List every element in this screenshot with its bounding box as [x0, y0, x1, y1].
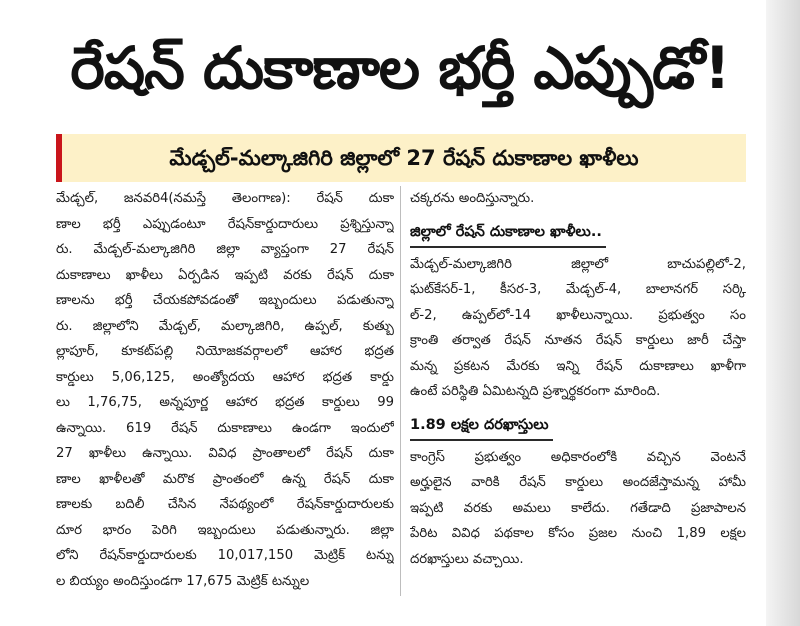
body-line: ఉన్నాయి. 619 రేషన్‌ దుకాణాలు ఉండగా ఇందులో: [56, 420, 394, 436]
body-line: ఘట్‌కేసర్‌-1, కీసర-3, మేడ్చల్‌-4, బాలానగర్‌ సర్కి: [410, 282, 746, 297]
body-line: దుకాణాలు ఖాళీలు ఏర్పడిన ఇప్పటి వరకు రేషన్‌ దుకా: [56, 267, 394, 283]
body-line: ఇప్పటి వరకు అమలు కాలేదు. గతేడాది ప్రజాపాలన: [410, 500, 746, 516]
body-line: ల బియ్యం అందిస్తుండగా 17,675 మెట్రిక్‌ టన్నుల: [56, 573, 310, 589]
body-line: ణాలకు బదిలీ చేసిన నేపథ్యంలో రేషన్‌కార్డుదారులకు: [56, 497, 394, 512]
section-heading-applications: 1.89 లక్షల దరఖాస్తులు: [410, 411, 553, 441]
article-subheadline: మేడ్చల్‌-మల్కాజిగిరి జిల్లాలో 27 రేషన్‌ దుకాణాల ఖాళీలు: [169, 146, 639, 170]
body-line: ఉంటే పరిస్థితి ఏమిటన్నది ప్రశ్నార్థకరంగా మారింది.: [410, 384, 661, 399]
body-line: 27 ఖాళీలు ఉన్నాయి. వివిధ ప్రాంతాలలో రేషన్‌ దుకా: [56, 446, 394, 461]
body-line: లు 1,76,75, అన్నపూర్ణ ఆహార భద్రత కార్డులు 99: [56, 395, 394, 410]
paper-edge-shadow: [766, 0, 800, 626]
subheadline-band: [56, 134, 746, 182]
right-column: [410, 186, 746, 572]
section-heading-wrap: [410, 212, 746, 252]
body-line: రు. జిల్లాలోని మేడ్చల్‌, మల్కాజిగిరి, ఉప్పల్‌, కుత్బు: [56, 318, 394, 334]
section-heading-vacancies: జిల్లాలో రేషన్‌ దుకాణాల ఖాళీలు..: [410, 218, 606, 248]
body-line: ల్లాపూర్‌, కూకట్‌పల్లి నియోజకవర్గాలలో ఆహార భద్రత: [56, 344, 394, 359]
body-line: మేడ్చల్‌, జనవరి4(నమస్తే తెలంగాణ): రేషన్‌ దుకా: [56, 191, 394, 206]
body-line: పేరిట వివిధ పథకాల కోసం ప్రజల నుంచి 1,89 లక్షల: [410, 526, 746, 541]
body-line: మేడ్చల్‌-మల్కాజిగిరి జిల్లాలో బాచుపల్లిలో-2,: [410, 256, 746, 272]
body-line: కాంగ్రెస్‌ ప్రభుత్వం అధికారంలోకి వచ్చిన వెంటనే: [410, 449, 746, 465]
body-line: దరఖాస్తులు వచ్చాయి.: [410, 551, 524, 567]
body-line: లోని రేషన్‌కార్డుదారులకు 10,017,150 మెట్రిక్‌ టన్ను: [56, 548, 394, 563]
body-line: ణాల భర్తీ ఎప్పుడంటూ రేషన్‌కార్డుదారులు ప్రశ్నిస్తున్నా: [56, 216, 394, 232]
body-line: మన్న ప్రకటన మేరకు ఇన్ని రేషన్‌ దుకాణాలు ఖాళీగా: [410, 358, 746, 374]
body-line: క్రాంతి తర్వాత రేషన్‌ నూతన రేషన్‌ కార్డులు జారీ చేస్తా: [410, 333, 746, 348]
left-column: [56, 186, 394, 594]
body-line: రు. మేడ్చల్‌-మల్కాజిగిరి జిల్లా వ్యాప్తంగా 27 రేషన్‌: [56, 242, 394, 257]
body-line: దూర భారం పెరిగి ఇబ్బందులు పడుతున్నారు. జిల్లా: [56, 522, 394, 538]
body-line: ణాలను భర్తీ చేయకపోవడంతో ఇబ్బందులు పడుతున్నా: [56, 293, 394, 308]
body-line: ణాల ఖాళీలతో మరొక ప్రాంతంలో ఉన్న రేషన్‌ దుకా: [56, 471, 394, 487]
carry-over-line: చక్కరను అందిస్తున్నారు.: [410, 191, 535, 206]
column-divider: [400, 186, 401, 596]
body-line: కార్డులు 5,06,125, అంత్యోదయ ఆహార భద్రత కార్డు: [56, 369, 394, 385]
body-line: అర్హులైన వారికి రేషన్‌ కార్డులు అందజేస్తామన్న హామీ: [410, 475, 746, 490]
section-heading-wrap: [410, 405, 746, 445]
article-headline: రేషన్‌ దుకాణాల భర్తీ ఎప్పుడో!: [70, 34, 730, 102]
body-line: ల్‌-2, ఉప్పల్‌లో-14 ఖాళీలున్నాయి. ప్రభుత్వం సం: [410, 307, 746, 323]
